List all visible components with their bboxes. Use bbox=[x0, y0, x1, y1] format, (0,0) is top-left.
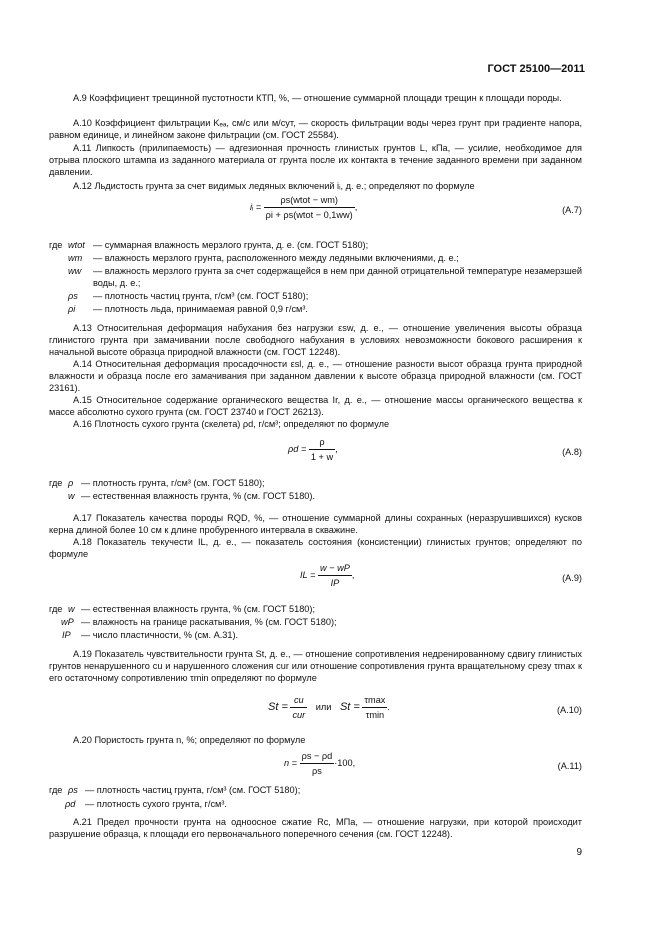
page-number: 9 bbox=[576, 847, 582, 858]
document-header: ГОСТ 25100—2011 bbox=[487, 63, 585, 75]
paragraph-a21: А.21 Предел прочности грунта на одноосное сжатие Rc, МПа, — отношение нагрузки, при которой происходит разрушение образца, к площади его первоначального поперечного сечения (см. ГОСТ 12248). bbox=[49, 817, 582, 839]
paragraph-a14: А.14 Относительная деформация просадочности εsl, д. е., — отношение разности высот образца грунта природной влажности и образца после его замачивания при заданном давлении к высоте образца природной влажности (см. ГОСТ 23161). bbox=[49, 359, 582, 393]
equation-number-a11: (А.11) bbox=[557, 761, 582, 771]
paragraph-a10: А.10 Коэффициент фильтрации Kₑₐ, см/с или м/сут, — скорость фильтрации воды через грунт при градиенте напора, равном единице, и линейном законе фильтрации (см. ГОСТ 25584). bbox=[49, 118, 582, 140]
formula-a9: IL = $\frac{w - wP}{IP}$ , bbox=[300, 563, 355, 588]
paragraph-a13: А.13 Относительная деформация набухания без нагрузки εsw, д. е., — отношение увеличения высоты образца глинистого грунта при замачивании после свободного набухания в условиях невозможности бокового расширения к начальной высоте образца природной влажности (см. ГОСТ 12248). bbox=[49, 323, 582, 357]
where-list-a8: где ρ — плотность грунта, г/см³ (см. ГОСТ 5180); w — естественная влажность грунта, % (см. ГОСТ 5180). bbox=[49, 478, 316, 501]
paragraph-a20: А.20 Пористость грунта n, %; определяют по формуле bbox=[73, 735, 306, 745]
paragraph-a11: А.11 Липкость (прилипаемость) — адгезионная прочность глинистых грунтов L, кПа, — усилие, необходимое для отрыва плоского штампа из заданного материала от грунта после их контакта в течение заданного времени при заданном давлении. bbox=[49, 143, 582, 177]
paragraph-a18: А.18 Показатель текучести IL, д. е., — показатель состояния (консистенции) глинистых грунтов; определяют по формуле bbox=[49, 537, 582, 559]
where-list-a9: где w — естественная влажность грунта, % (см. ГОСТ 5180); wP — влажность на границе раскатывания, % (см. ГОСТ 5180); IP — число пластичности, % (см. А.31). bbox=[49, 604, 337, 640]
paragraph-a12: А.12 Льдистость грунта за счет видимых ледяных включений iᵢ, д. е.; определяют по формуле bbox=[73, 181, 475, 191]
formula-numerator: ρs(wtot − wm) bbox=[264, 194, 355, 208]
formula-a11: n = $\frac{\rho s - \rho d}{\rho s}$ ·100, bbox=[284, 751, 356, 776]
formula-a7: iᵢ = $\frac{\text{ρs(wtot − wm)}}{\text{ρi + ρs(wtot − 0,1ww)}}$ , bbox=[250, 195, 358, 220]
equation-number-a9: (А.9) bbox=[562, 573, 582, 583]
where-list-a7: где wtot — суммарная влажность мерзлого грунта, д. е. (см. ГОСТ 5180); wm — влажность мерзлого грунта, расположенного между ледяными включениями, д. е.; ww — влажность мерзлого грунта за счет содержащейся в нем при данной отрицательной температуре незамерзшей воды, д. е.; ρs — плотность частиц грунта, г/см³ (см. ГОСТ 5180); ρi — плотность льда, принимаемая равной 0,9 г/см³. bbox=[49, 240, 582, 314]
paragraph-a16: А.16 Плотность сухого грунта (скелета) ρd, г/см³; определяют по формуле bbox=[73, 419, 390, 429]
paragraph-a9: А.9 Коэффициент трещинной пустотности КТП, %, — отношение суммарной площади трещин к площади породы. bbox=[73, 93, 562, 103]
formula-denominator: ρi + ρs(wtot − 0,1ww) bbox=[265, 210, 353, 220]
equation-number-a7: (А.7) bbox=[562, 205, 582, 215]
equation-number-a8: (А.8) bbox=[562, 447, 582, 457]
paragraph-a15: А.15 Относительное содержание органического вещества Ir, д. е., — отношение массы органического вещества к массе абсолютно сухого грунта (см. ГОСТ 23740 и ГОСТ 26213). bbox=[49, 395, 582, 417]
formula-a8: ρd = $\frac{\rho}{1 + w}$ , bbox=[288, 437, 338, 462]
equation-number-a10: (А.10) bbox=[556, 705, 582, 715]
formula-a10: St = $\frac{cu}{\text{cur}}$ или St = $\frac{\tau\max}{\tau\min}$ . bbox=[268, 695, 390, 720]
paragraph-a19: А.19 Показатель чувствительности грунта St, д. е., — отношение сопротивления недренированному сдвигу глинистых грунтов ненарушенного cu и нарушенного сложения cur или отношение сопротивления грунта вращательному срезу τmax к его остаточному сопротивлению τmin определяют по формуле bbox=[49, 649, 582, 683]
where-list-a11: где ρs — плотность частиц грунта, г/см³ (см. ГОСТ 5180); ρd — плотность сухого грунта, г/см³. bbox=[49, 785, 301, 809]
paragraph-a17: А.17 Показатель качества породы RQD, %, — отношение суммарной длины сохранных (неразрушившихся) кусков керна длиной более 10 см к длине пробуренного интервала в скважине. bbox=[49, 513, 582, 535]
formula-lhs: iᵢ = bbox=[250, 201, 262, 212]
